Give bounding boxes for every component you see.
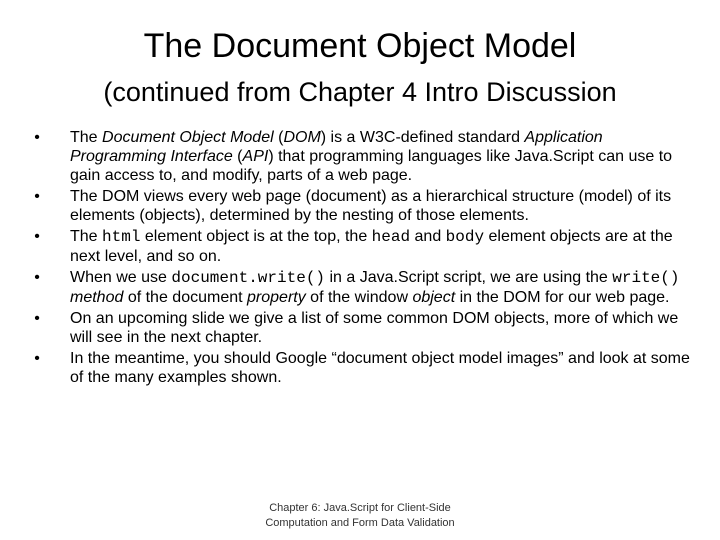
bullet-text: in the DOM for our web page. bbox=[455, 289, 670, 306]
bullet-item bbox=[30, 227, 700, 266]
bullet-text-italic: property bbox=[247, 289, 306, 306]
bullet-text: The DOM views every web page (document) as a hierarchical structure (model) of its elements (objects), determined by the nesting of those elements. bbox=[70, 188, 672, 224]
bullet-text: The bbox=[70, 228, 103, 245]
bullet-text-italic: Document Object Model bbox=[102, 129, 274, 146]
bullet-text-italic: object bbox=[412, 289, 456, 306]
slide-subtitle: (continued from Chapter 4 Intro Discussion bbox=[103, 77, 617, 107]
bullet-text: element objects are at the next level, and so on. bbox=[70, 228, 673, 265]
slide-footer bbox=[240, 501, 480, 531]
bullet-text-italic: method bbox=[70, 289, 124, 306]
bullet-marker: • bbox=[34, 129, 40, 146]
bullet-list bbox=[30, 128, 700, 389]
bullet-text-italic: DOM bbox=[283, 129, 321, 146]
code-write: write() bbox=[612, 269, 680, 287]
bullet-text: in a Java.Script script, we are using the bbox=[325, 269, 613, 286]
bullet-text: of the document bbox=[123, 289, 248, 306]
bullet-marker: • bbox=[34, 228, 40, 245]
bullet-text: ) that programming languages like Java.Script can use to gain access to, and modify, parts of a web page. bbox=[70, 148, 673, 184]
bullet-text: of the window bbox=[305, 289, 413, 306]
bullet-marker: • bbox=[34, 350, 40, 367]
bullet-text-italic: API bbox=[242, 148, 269, 165]
code-document-write: document.write() bbox=[171, 269, 326, 287]
bullet-text: and bbox=[410, 228, 446, 245]
code-body: body bbox=[445, 228, 485, 246]
bullet-text: On an upcoming slide we give a list of some common DOM objects, more of which we will see in the next chapter. bbox=[70, 310, 679, 346]
bullet-item bbox=[30, 128, 700, 185]
code-html: html bbox=[102, 228, 141, 246]
bullet-marker: • bbox=[34, 188, 40, 205]
bullet-text: ) is a W3C-defined standard bbox=[320, 129, 525, 146]
bullet-text: When we use bbox=[70, 269, 172, 286]
bullet-item bbox=[30, 187, 700, 225]
bullet-item bbox=[30, 268, 700, 307]
bullet-text-italic: Application Programming Interface bbox=[70, 129, 603, 165]
bullet-marker: • bbox=[34, 269, 40, 286]
bullet-item bbox=[30, 349, 700, 387]
bullet-text: The bbox=[70, 129, 103, 146]
footer-line: Chapter 6: Java.Script for Client-Side bbox=[269, 502, 451, 514]
slide-title: The Document Object Model bbox=[143, 27, 577, 65]
footer-line: Computation and Form Data Validation bbox=[265, 517, 455, 529]
bullet-marker: • bbox=[34, 310, 40, 327]
bullet-text: ( bbox=[232, 148, 243, 165]
bullet-text: In the meantime, you should Google “document object model images” and look at some of the many examples shown. bbox=[70, 350, 690, 386]
bullet-text: ( bbox=[273, 129, 284, 146]
code-head: head bbox=[371, 228, 411, 246]
bullet-item bbox=[30, 309, 700, 347]
bullet-text: element object is at the top, the bbox=[140, 228, 372, 245]
